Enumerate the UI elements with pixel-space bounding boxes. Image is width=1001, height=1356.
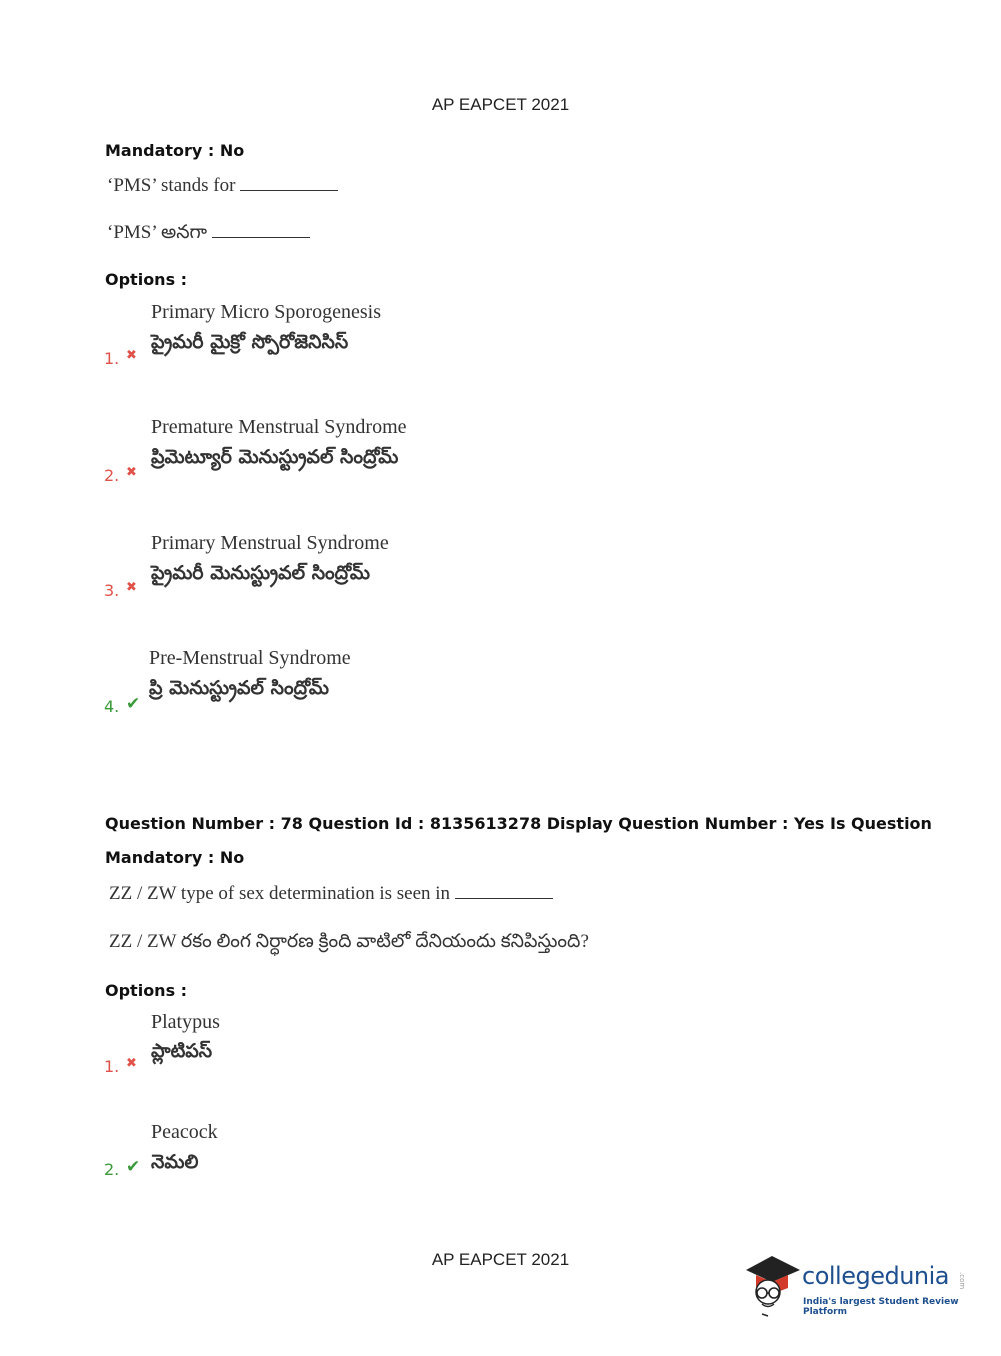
cross-icon: ✖ [126, 1056, 137, 1071]
option-text-en: Platypus [151, 1011, 220, 1033]
answer-blank [212, 236, 310, 238]
option-number: 2. [104, 1160, 120, 1179]
option-number: 1. [104, 349, 120, 368]
option-text-te: ప్రిమెట్యూర్ మెనుస్ట్రువల్ సింద్రోమ్ [151, 446, 399, 468]
option-number: 1. [104, 1057, 120, 1076]
q2-options-label: Options : [105, 981, 188, 1000]
q1-mandatory: Mandatory : No [105, 141, 245, 160]
q1-options-label: Options : [105, 270, 188, 289]
q2-text-en-label: ZZ / ZW type of sex determination is seen in [109, 883, 451, 904]
option-text-en: Primary Micro Sporogenesis [151, 301, 381, 323]
check-icon: ✔ [126, 694, 141, 714]
q2-text-te: ZZ / ZW రకం లింగ నిర్ధారణ క్రింది వాటిలో దేనియందు కనిపిస్తుంది? [109, 931, 589, 952]
q2-info: Question Number : 78 Question Id : 8135613278 Display Question Number : Yes Is Question [105, 814, 932, 833]
answer-blank [455, 897, 553, 899]
brand-name: collegedunia [802, 1262, 950, 1290]
q1-text-en [107, 175, 338, 197]
option-text-te: ప్రి మెనుస్ట్రువల్ సింద్రోమ్ [149, 677, 329, 699]
answer-blank [240, 189, 338, 191]
q1-text-te [107, 222, 310, 248]
option-text-en: Peacock [151, 1121, 218, 1143]
brand-suffix: .com [958, 1272, 966, 1290]
option-text-en: Pre-Menstrual Syndrome [149, 647, 351, 669]
page-footer: AP EAPCET 2021 [431, 1250, 570, 1269]
q2-mandatory: Mandatory : No [105, 848, 245, 867]
option-number: 4. [104, 697, 120, 716]
option-text-te: నెమలి [151, 1151, 199, 1173]
option-text-en: Premature Menstrual Syndrome [151, 416, 407, 438]
option-text-en: Primary Menstrual Syndrome [151, 532, 389, 554]
option-number: 2. [104, 466, 120, 485]
q1-text-te-label: ‘PMS’ అనగా [107, 222, 208, 243]
option-text-te: ప్రైమరీ మెనుస్ట్రువల్ సింద్రోమ్ [151, 562, 370, 584]
option-text-te: ప్రైమరీ మైక్రో స్పోరోజెనిసిస్ [151, 331, 349, 353]
option-number: 3. [104, 581, 120, 600]
cross-icon: ✖ [126, 580, 137, 595]
brand-tagline: India's largest Student Review Platform [803, 1297, 959, 1317]
page-header: AP EAPCET 2021 [431, 95, 570, 114]
q1-text-en-label: ‘PMS’ stands for [107, 175, 236, 196]
q2-text-en [109, 883, 553, 905]
cross-icon: ✖ [126, 348, 137, 363]
option-text-te: ప్లాటిపస్ [151, 1040, 213, 1062]
check-icon: ✔ [126, 1157, 141, 1177]
cross-icon: ✖ [126, 465, 137, 480]
